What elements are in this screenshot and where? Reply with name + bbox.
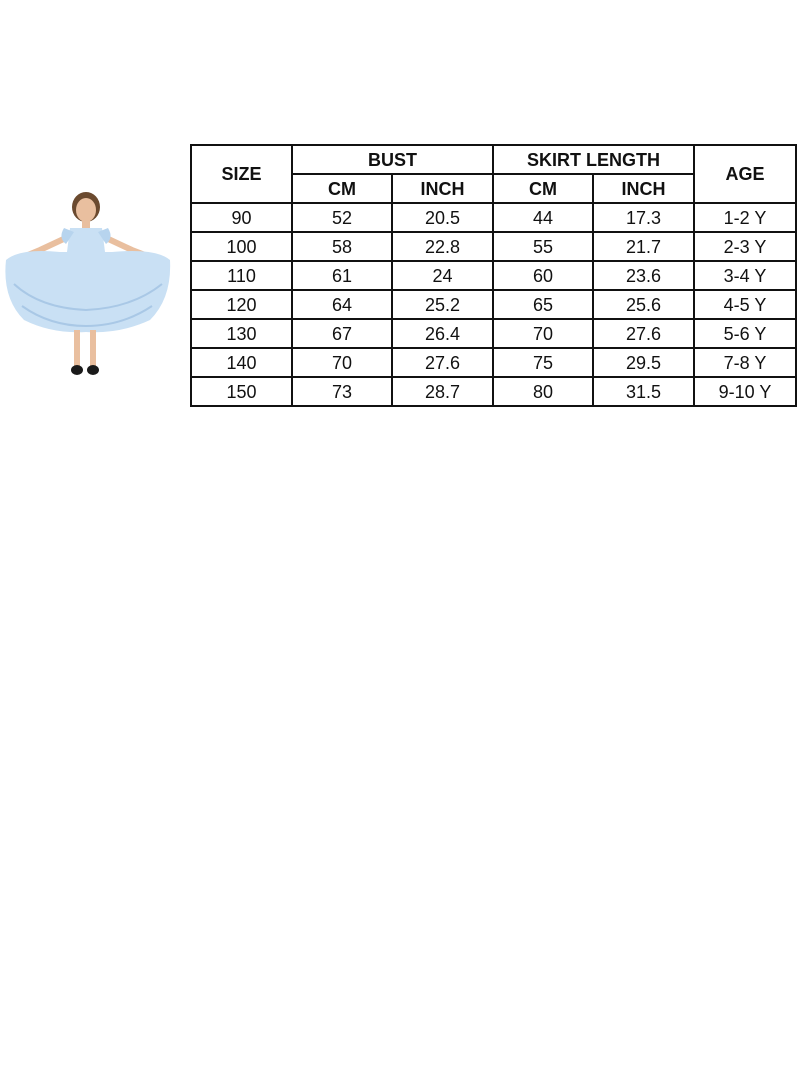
header-age: AGE	[694, 145, 796, 203]
header-skirt-cm: CM	[493, 174, 593, 203]
table-row	[191, 348, 796, 377]
cell-size: 120	[191, 290, 292, 319]
cell-bust-inch: 25.2	[392, 290, 493, 319]
cell-size: 130	[191, 319, 292, 348]
product-photo	[0, 188, 176, 380]
cell-bust-inch: 22.8	[392, 232, 493, 261]
table-row	[191, 232, 796, 261]
cell-skirt-inch: 21.7	[593, 232, 694, 261]
cell-skirt-cm: 80	[493, 377, 593, 406]
cell-age: 1-2 Y	[694, 203, 796, 232]
cell-skirt-inch: 23.6	[593, 261, 694, 290]
cell-age: 7-8 Y	[694, 348, 796, 377]
cell-age: 9-10 Y	[694, 377, 796, 406]
cell-age: 3-4 Y	[694, 261, 796, 290]
cell-bust-inch: 28.7	[392, 377, 493, 406]
cell-bust-cm: 58	[292, 232, 392, 261]
cell-bust-inch: 26.4	[392, 319, 493, 348]
table-row	[191, 377, 796, 406]
cell-bust-cm: 67	[292, 319, 392, 348]
cell-bust-inch: 27.6	[392, 348, 493, 377]
cell-skirt-cm: 75	[493, 348, 593, 377]
cell-age: 4-5 Y	[694, 290, 796, 319]
table-header	[191, 145, 796, 203]
table-body	[191, 203, 796, 406]
cell-bust-cm: 73	[292, 377, 392, 406]
girl-in-dress-illustration	[5, 192, 170, 375]
cell-skirt-inch: 29.5	[593, 348, 694, 377]
header-skirt-length: SKIRT LENGTH	[493, 145, 694, 174]
header-bust: BUST	[292, 145, 493, 174]
header-skirt-inch: INCH	[593, 174, 694, 203]
table-row	[191, 290, 796, 319]
cell-skirt-cm: 65	[493, 290, 593, 319]
table-row	[191, 203, 796, 232]
header-bust-cm: CM	[292, 174, 392, 203]
cell-skirt-cm: 70	[493, 319, 593, 348]
cell-bust-cm: 64	[292, 290, 392, 319]
cell-size: 100	[191, 232, 292, 261]
cell-bust-cm: 61	[292, 261, 392, 290]
cell-size: 110	[191, 261, 292, 290]
cell-size: 150	[191, 377, 292, 406]
header-size: SIZE	[191, 145, 292, 203]
cell-age: 5-6 Y	[694, 319, 796, 348]
cell-bust-inch: 24	[392, 261, 493, 290]
header-bust-inch: INCH	[392, 174, 493, 203]
cell-size: 90	[191, 203, 292, 232]
cell-skirt-inch: 17.3	[593, 203, 694, 232]
cell-skirt-cm: 55	[493, 232, 593, 261]
cell-bust-inch: 20.5	[392, 203, 493, 232]
cell-skirt-inch: 31.5	[593, 377, 694, 406]
size-chart-table	[190, 144, 797, 407]
cell-skirt-cm: 44	[493, 203, 593, 232]
table-row	[191, 261, 796, 290]
cell-skirt-inch: 25.6	[593, 290, 694, 319]
cell-age: 2-3 Y	[694, 232, 796, 261]
cell-skirt-cm: 60	[493, 261, 593, 290]
table-row	[191, 319, 796, 348]
cell-bust-cm: 70	[292, 348, 392, 377]
cell-skirt-inch: 27.6	[593, 319, 694, 348]
cell-size: 140	[191, 348, 292, 377]
cell-bust-cm: 52	[292, 203, 392, 232]
